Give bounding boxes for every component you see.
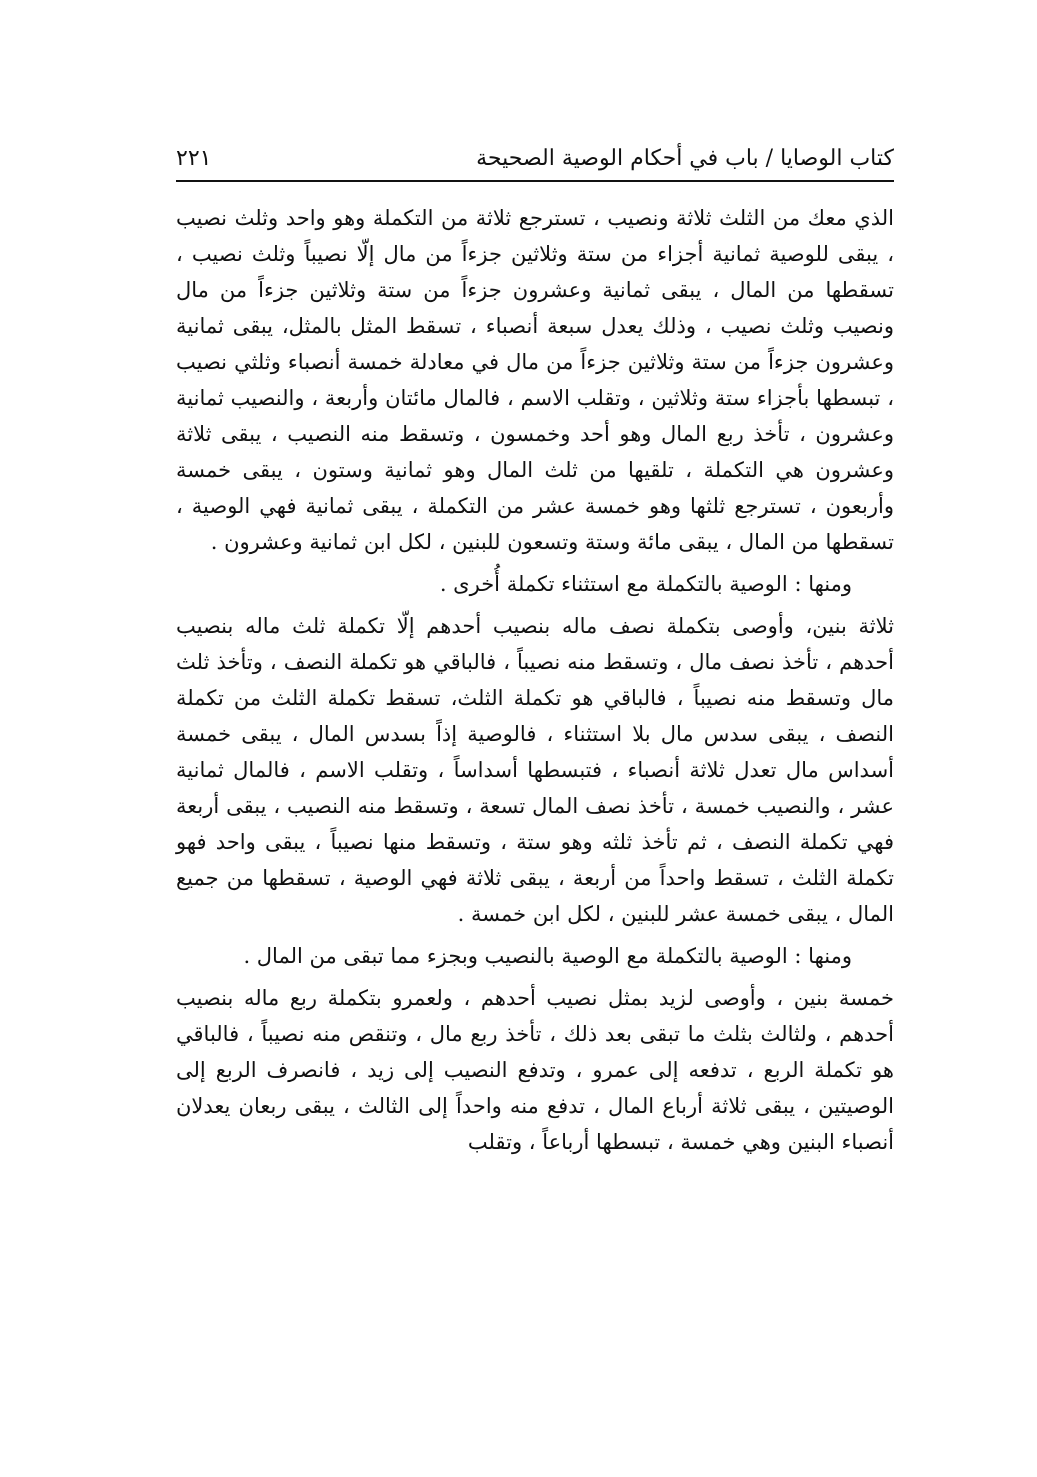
paragraph-example-1: ثلاثة بنين، وأوصى بتكملة نصف ماله بنصيب أحدهم إلّا تكملة ثلث ماله بنصيب أحدهم ، تأخذ نصف مال ، وتسقط منه نصيباً ، فالباقي هو تكملة النصف ، وتأخذ ثلث مال وتسقط منه نصيباً ، فالباقي هو تكملة الثلث، تسقط تكملة الثلث من تكملة النصف ، يبقى سدس مال بلا استثناء ، فالوصية إذاً بسدس المال ، يبقى خمسة أسداس مال تعدل ثلاثة أنصباء ، فتبسطها أسداساً ، وتقلب الاسم ، فالمال ثمانية عشر ، والنصيب خمسة ، تأخذ نصف المال تسعة ، وتسقط منه النصيب ، يبقى أربعة فهي تكملة النصف ، ثم تأخذ ثلثه وهو ستة ، وتسقط منها نصيباً ، يبقى واحد فهو تكملة الثلث ، تسقط واحداً من أربعة ، يبقى ثلاثة فهي الوصية ، تسقطها من جميع المال ، يبقى خمسة عشر للبنين ، لكل ابن خمسة .: [176, 614, 894, 926]
paragraph-continuation: الذي معك من الثلث ثلاثة ونصيب ، تسترجع ثلاثة من التكملة وهو واحد وثلث نصيب ، يبقى للوصية ثمانية أجزاء من ستة وثلاثين جزءاً من مال إلّا نصيباً وثلث نصيب ، تسقطها من المال ، يبقى ثمانية وعشرون جزءاً من ستة وثلاثين جزءاً من مال ونصيب وثلث نصيب ، وذلك يعدل سبعة أنصباء ، تسقط المثل بالمثل، يبقى ثمانية وعشرون جزءاً من ستة وثلاثين جزءاً من مال في معادلة خمسة أنصباء وثلثي نصيب ، تبسطها بأجزاء ستة وثلاثين ، وتقلب الاسم ، فالمال مائتان وأربعة ، والنصيب ثمانية وعشرون ، تأخذ ربع المال وهو أحد وخمسون ، وتسقط منه النصيب ، يبقى ثلاثة وعشرون هي التكملة ، تلقيها من ثلث المال وهو ثمانية وستون ، يبقى خمسة وأربعون ، تسترجع ثلثها وهو خمسة عشر من التكملة ، يبقى ثمانية فهي الوصية ، تسقطها من المال ، يبقى مائة وستة وتسعون للبنين ، لكل ابن ثمانية وعشرون .: [176, 206, 894, 554]
paragraph-example-2: خمسة بنين ، وأوصى لزيد بمثل نصيب أحدهم ، ولعمرو بتكملة ربع ماله بنصيب أحدهم ، ولثالث بثلث ما تبقى بعد ذلك ، تأخذ ربع مال ، وتنقص منه نصيباً ، فالباقي هو تكملة الربع ، تدفعه إلى عمرو ، وتدفع النصيب إلى زيد ، فانصرف الربع إلى الوصيتين ، يبقى ثلاثة أرباع المال ، تدفع منه واحداً إلى الثالث ، يبقى ربعان يعدلان أنصباء البنين وهي خمسة ، تبسطها أرباعاً ، وتقلب: [176, 986, 894, 1154]
running-header: [176, 140, 894, 180]
section-heading-2: ومنها : الوصية بالتكملة مع الوصية بالنصيب وبجزء مما تبقى من المال .: [243, 944, 852, 968]
header-divider: [176, 180, 894, 182]
header-title: كتاب الوصايا / باب في أحكام الوصية الصحيحة: [476, 146, 894, 171]
page-body: [176, 200, 894, 1160]
page-number: ٢٢١: [176, 146, 212, 171]
section-heading-1: ومنها : الوصية بالتكملة مع استثناء تكملة أُخرى .: [439, 572, 852, 596]
